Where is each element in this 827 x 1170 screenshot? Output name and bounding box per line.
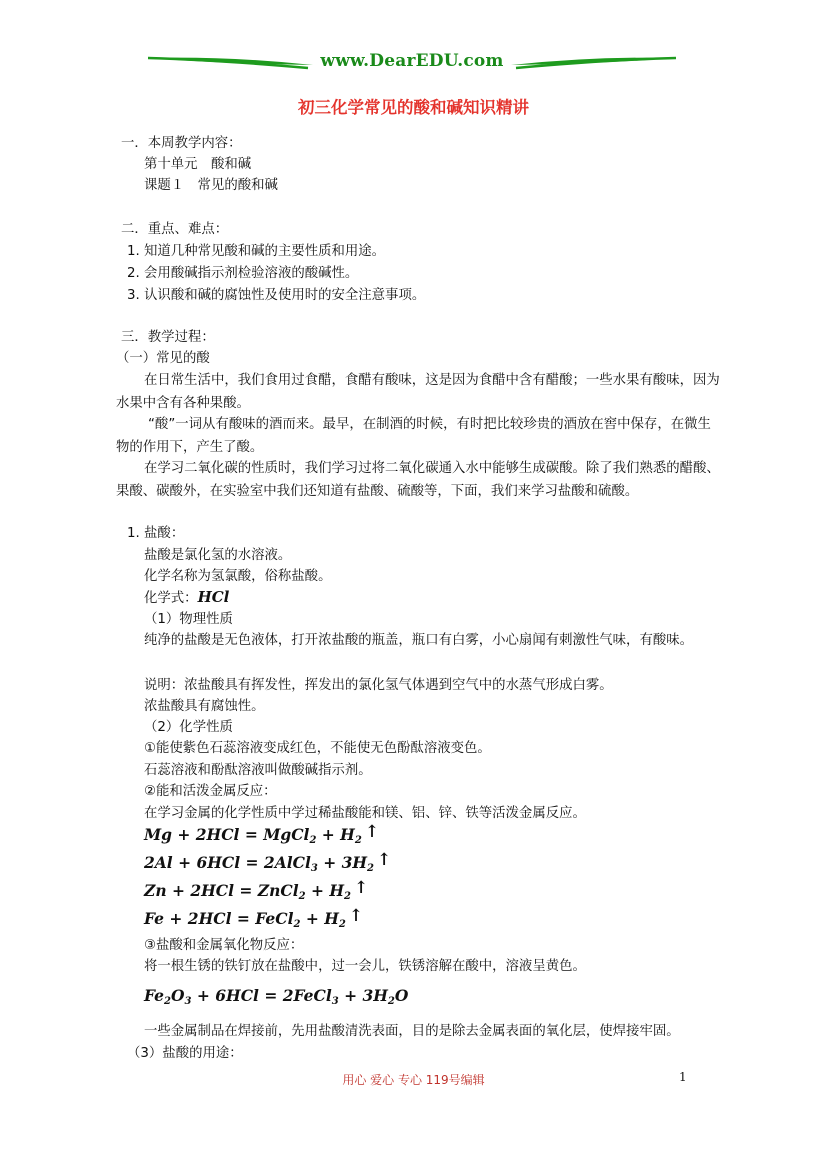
- list-item: 1. 知道几种常见酸和碱的主要性质和用途。: [127, 244, 386, 259]
- site-url: www.DearEDU.com: [320, 51, 504, 71]
- formula-label: 化学式：: [144, 591, 198, 606]
- item-heading: 1. 盐酸：: [127, 526, 185, 541]
- text-line: 盐酸是氯化氢的水溶液。: [144, 548, 292, 563]
- paragraph: 在学习二氧化碳的性质时，我们学习过将二氧化碳通入水中能够生成碳酸。除了我们熟悉的醋酸、果酸、碳酸外，在实验室中我们还知道有盐酸、硫酸等，下面，我们来学习盐酸和硫酸。: [116, 461, 720, 499]
- subheading: （3）盐酸的用途：: [127, 1046, 243, 1061]
- equation-fe: Fe + 2HCl = FeCl$_2$ + $H_2$ ↑: [144, 906, 364, 930]
- text-line: 化学名称为氢氯酸，俗称盐酸。: [144, 569, 332, 584]
- equation-fe2o3: $Fe_2O_3 + 6HCl$ = 2FeCl$_3$ + $3H_2O$: [144, 986, 409, 1007]
- text-line: 说明：浓盐酸具有挥发性，挥发出的氯化氢气体遇到空气中的水蒸气形成白雾。: [144, 678, 613, 693]
- text-line: ③盐酸和金属氧化物反应：: [144, 938, 304, 953]
- formula-hcl: HCl: [197, 588, 230, 606]
- subsection-heading: （一）常见的酸: [116, 351, 210, 366]
- equation-al: 2Al + 6HCl = 2AlCl$_3$ + $3H_2$ ↑: [144, 850, 392, 874]
- equation-mg: Mg + 2HCl = MgCl$_2$ + $H_2$ ↑: [144, 822, 380, 846]
- subheading: （2）化学性质: [144, 720, 233, 735]
- page-footer: 用心 爱心 专心 119号编辑: [342, 1073, 485, 1087]
- section-heading: 二．重点、难点：: [121, 222, 229, 237]
- lesson-line: 课题１ 常见的酸和碱: [144, 178, 278, 193]
- document-title: 初三化学常见的酸和碱知识精讲: [298, 98, 529, 117]
- text-line: 一些金属制品在焊接前，先用盐酸清洗表面，目的是除去金属表面的氧化层，使焊接牢固。: [144, 1024, 680, 1039]
- site-banner: [148, 48, 676, 78]
- list-item: 2. 会用酸碱指示剂检验溶液的酸碱性。: [127, 266, 359, 281]
- page-number: 1: [679, 1070, 687, 1084]
- section-heading: 一．本周教学内容：: [121, 136, 242, 151]
- subheading: （1）物理性质: [144, 612, 233, 627]
- paragraph: “酸”一词从有酸味的酒而来。最早，在制酒的时候，有时把比较珍贵的酒放在窖中保存，在微生物的作用下，产生了酸。: [116, 417, 711, 455]
- formula-line: [144, 587, 229, 609]
- text-line: 在学习金属的化学性质中学过稀盐酸能和镁、铝、锌、铁等活泼金属反应。: [144, 806, 586, 821]
- text-line: 将一根生锈的铁钉放在盐酸中，过一会儿，铁锈溶解在酸中，溶液呈黄色。: [144, 959, 586, 974]
- text-line: ②能和活泼金属反应：: [144, 784, 277, 799]
- unit-line: 第十单元 酸和碱: [144, 157, 252, 172]
- text-line: ①能使紫色石蕊溶液变成红色，不能使无色酚酞溶液变色。: [144, 741, 491, 756]
- equation-zn: Zn + 2HCl = ZnCl$_2$ + $H_2$ ↑: [144, 878, 369, 902]
- list-item: 3. 认识酸和碱的腐蚀性及使用时的安全注意事项。: [127, 288, 426, 303]
- text-line: 浓盐酸具有腐蚀性。: [144, 699, 265, 714]
- section-heading: 三．教学过程：: [121, 330, 215, 345]
- paragraph: 在日常生活中，我们食用过食醋，食醋有酸味，这是因为食醋中含有醋酸；一些水果有酸味，因为水果中含有各种果酸。: [116, 373, 720, 411]
- text-line: 石蕊溶液和酚酞溶液叫做酸碱指示剂。: [144, 763, 372, 778]
- paragraph: 纯净的盐酸是无色液体，打开浓盐酸的瓶盖，瓶口有白雾，小心扇闻有刺激性气味，有酸味。: [144, 633, 694, 648]
